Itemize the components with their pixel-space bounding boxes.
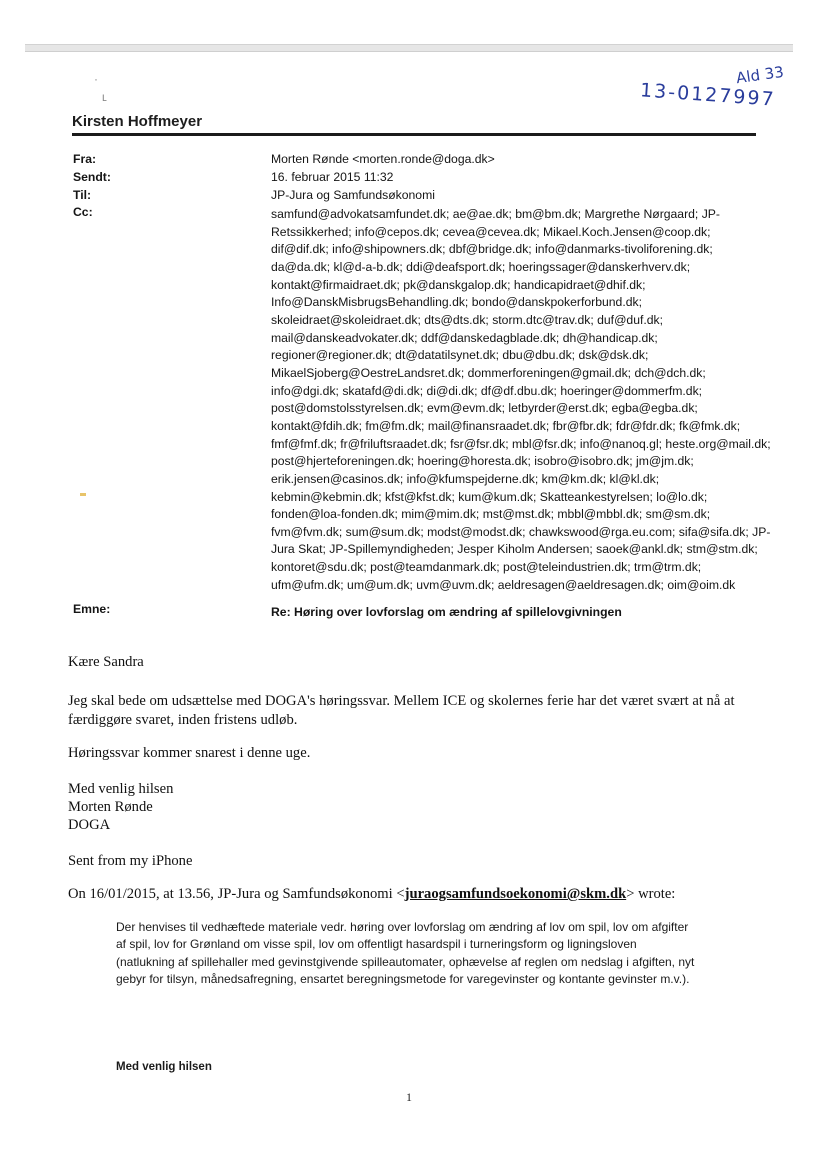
device-note: Sent from my iPhone	[68, 853, 193, 869]
sent-value: 16. februar 2015 11:32	[271, 170, 394, 184]
handwritten-case-number: 13-0127997	[639, 79, 777, 111]
page-number: 1	[406, 1090, 412, 1104]
body-followup: Høringssvar kommer snarest i denne uge.	[68, 745, 311, 761]
subject-value: Re: Høring over lovforslag om ændring af spillelovgivningen	[271, 605, 622, 619]
signature-org: DOGA	[68, 817, 111, 833]
quoted-intro	[68, 885, 788, 904]
signoff: Med venlig hilsen	[68, 781, 174, 797]
quoted-body: Der henvises til vedhæftede materiale vedr. høring over lovforslag om ændring af lov om spil, lov om afgifter af spil, lov for Grønland om visse spil, lov om offentligt hasardspil i turneringsform og ligningsloven (natlukning af spillehaller med gevinstgivende spilleautomater, ophævelse af reglen om nedslag i afgiften, nyt gebyr for tilsyn, månedsafregning, ensartet beregningsmetode for varegevinster og kontante gevinster m.v.).	[116, 920, 695, 986]
cc-value: samfund@advokatsamfundet.dk; ae@ae.dk; bm@bm.dk; Margrethe Nørgaard; JP-Retssikkerhed; info@cepos.dk; cevea@cevea.dk; Mikael.Koch.Jensen@coop.dk; dif@dif.dk; info@shipowners.dk; dbf@bridge.dk; info@danmarks-tivoliforening.dk; da@da.dk; kl@d-a-b.dk; ddi@deafsport.dk; hoeringssager@danskerhverv.dk; kontakt@firmaidraet.dk; pk@danskgalop.dk; handicapidraet@dhif.dk; Info@DanskMisbrugsBehandling.dk; bondo@danskpokerforbund.dk; skoleidraet@skoleidraet.dk; dts@dts.dk; storm.dtc@trav.dk; duf@duf.dk; mail@danskeadvokater.dk; ddf@danskedagblade.dk; dh@handicap.dk; regioner@regioner.dk; dt@datatilsynet.dk; dbu@dbu.dk; dsk@dsk.dk; MikaelSjoberg@OestreLandsret.dk; dommerforeningen@gmail.dk; dch@dch.dk; info@dgi.dk; skatafd@di.dk; di@di.dk; df@df.dbu.dk; hoeringer@dommerfm.dk; post@domstolsstyrelsen.dk; evm@evm.dk; letbyrder@erst.dk; egba@egba.dk; kontakt@fdih.dk; fm@fm.dk; mail@finansraadet.dk; fbr@fbr.dk; fdr@fdr.dk; fk@fmk.dk; fmf@fmf.dk; fr@friluftsraadet.dk; fsr@fsr.dk; mbl@fsr.dk; info@nanoq.gl; heste.org@mail.dk; post@hjerteforeningen.dk; hoering@horesta.dk; isobro@isobro.dk; jm@jm.dk; erik.jensen@casinos.dk; info@kfumspejderne.dk; km@km.dk; kl@kl.dk; kebmin@kebmin.dk; kfst@kfst.dk; kum@kum.dk; Skatteankestyrelsen; lo@lo.dk; fonden@loa-fonden.dk; mim@mim.dk; mst@mst.dk; mbbl@mbbl.dk; sm@sm.dk; fvm@fvm.dk; sum@sum.dk; modst@modst.dk; chawkswood@rga.eu.com; sifa@sifa.dk; JP-Jura Skat; JP-Spillemyndigheden; Jesper Kiholm Andersen; saoek@ankl.dk; stm@stm.dk; kontoret@sdu.dk; post@teamdanmark.dk; post@teleindustrien.dk; trm@trm.dk; ufm@ufm.dk; um@um.dk; uvm@uvm.dk; aeldresagen@aeldresagen.dk; oim@oim.dk	[271, 207, 771, 592]
subject-label: Emne:	[73, 602, 111, 616]
from-value: Morten Rønde <morten.ronde@doga.dk>	[271, 152, 495, 166]
sender-divider	[72, 133, 756, 136]
cc-label: Cc:	[73, 205, 93, 219]
quoted-signoff: Med venlig hilsen	[116, 1061, 212, 1073]
to-value: JP-Jura og Samfundsøkonomi	[271, 188, 435, 202]
body-paragraph: Jeg skal bede om udsættelse med DOGA's høringssvar. Mellem ICE og skolernes ferie har det været svært at nå at færdiggøre svaret, inden fristens udløb.	[68, 693, 735, 728]
scan-speck-icon: ·	[94, 72, 98, 86]
greeting: Kære Sandra	[68, 654, 144, 670]
quoted-intro-suffix: > wrote:	[626, 886, 676, 902]
from-label: Fra:	[73, 152, 97, 166]
sender-name: Kirsten Hoffmeyer	[72, 113, 203, 130]
quoted-intro-prefix: On 16/01/2015, at 13.56, JP-Jura og Samfundsøkonomi <	[68, 886, 405, 902]
signature-name: Morten Rønde	[68, 799, 153, 815]
handwritten-reference: Ald 33	[734, 62, 785, 88]
scan-mark	[80, 493, 86, 496]
sent-label: Sendt:	[73, 170, 111, 184]
print-header-bar	[25, 44, 793, 52]
scan-speck-icon: ʟ	[102, 90, 107, 104]
quoted-email-link[interactable]: juraogsamfundsoekonomi@skm.dk	[404, 886, 627, 902]
to-label: Til:	[73, 188, 92, 202]
